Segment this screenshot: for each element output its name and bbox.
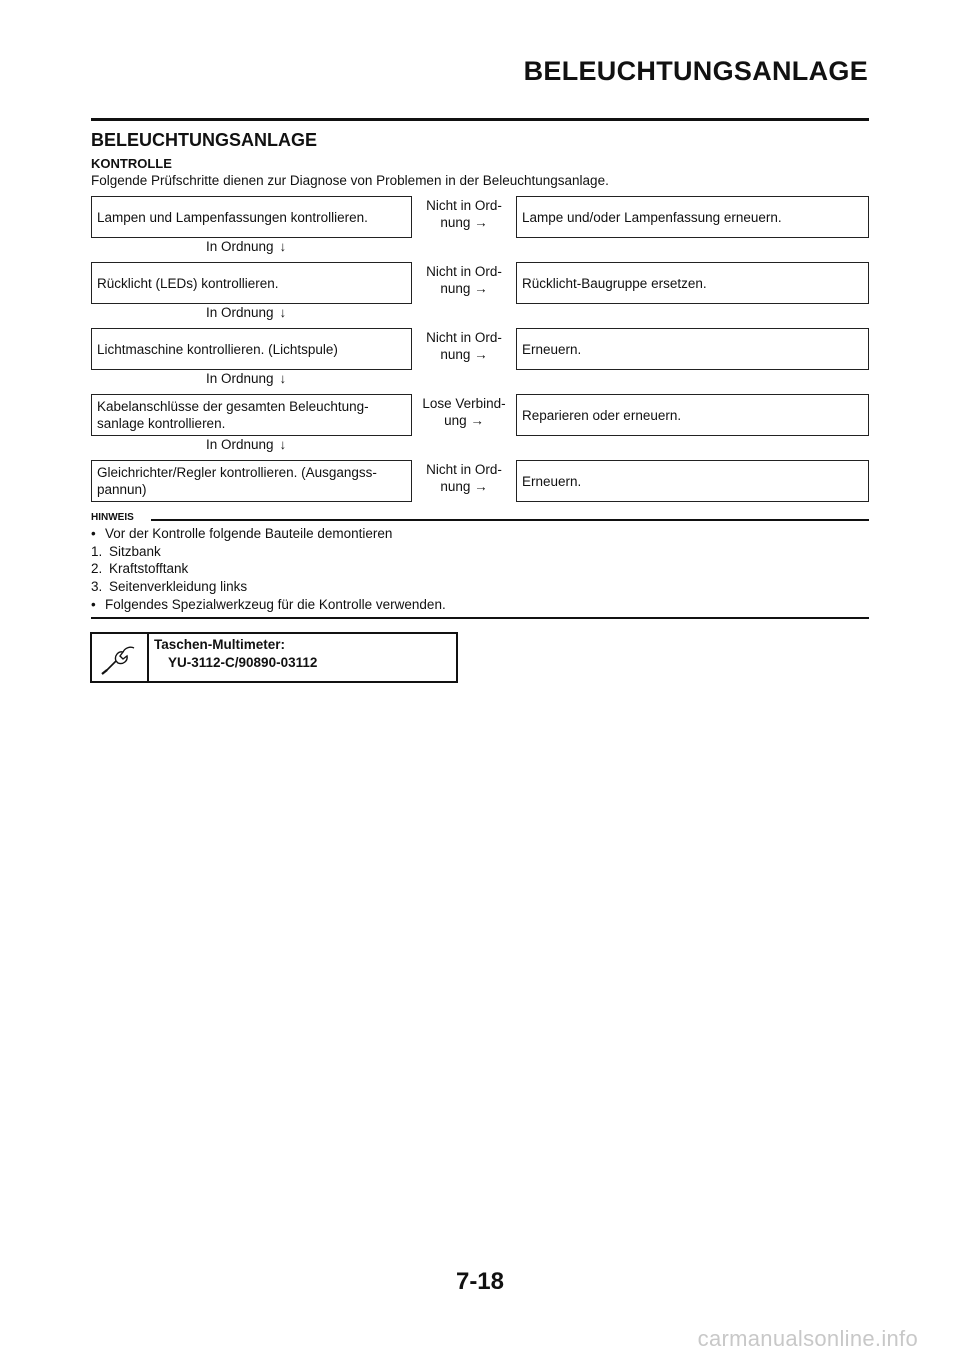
condition-line-1: Nicht in Ord- (426, 264, 502, 279)
ok-connector-3 (206, 371, 286, 386)
condition-line-1: Lose Verbind- (422, 396, 506, 411)
tool-icon-cell (92, 634, 149, 681)
check-box-4 (91, 394, 412, 436)
condition-line-2: nung (440, 347, 471, 362)
check-text-line-1: Gleichrichter/Regler kontrollieren. (Ausgangss- (97, 465, 377, 480)
list-item (91, 560, 446, 578)
list-item-text: Folgendes Spezialwerkzeug für die Kontrolle verwenden. (105, 596, 446, 612)
condition-line-2: nung (440, 215, 471, 230)
list-marker: 2. (91, 561, 103, 577)
action-text: Erneuern. (522, 341, 582, 357)
check-text: Lampen und Lampenfassungen kontrollieren. (97, 209, 368, 225)
condition-line-1: Nicht in Ord- (426, 330, 502, 345)
condition-3 (414, 329, 514, 363)
condition-line-1: Nicht in Ord- (426, 462, 502, 477)
header-title: BELEUCHTUNGSANLAGE (523, 56, 868, 86)
list-marker: 1. (91, 543, 103, 559)
action-box-5 (516, 460, 869, 502)
header-divider (91, 118, 869, 121)
special-tool-box (90, 632, 458, 683)
condition-line-2: nung (440, 479, 471, 494)
subsection-title: KONTROLLE (91, 156, 172, 171)
condition-line-2: nung (440, 281, 471, 296)
list-item-text: Sitzbank (109, 543, 161, 559)
action-text: Erneuern. (522, 473, 582, 489)
tool-title: Taschen-Multimeter: (154, 637, 286, 652)
right-arrow-icon: → (470, 413, 484, 428)
ok-connector-2 (206, 305, 286, 320)
check-text-line-2: sanlage kontrollieren. (97, 416, 226, 431)
note-end-divider (91, 617, 869, 619)
page-number: 7-18 (455, 1268, 505, 1295)
check-text: Lichtmaschine kontrollieren. (Lichtspule) (97, 341, 338, 357)
action-text: Reparieren oder erneuern. (522, 407, 682, 423)
list-item (91, 525, 446, 543)
check-text-line-2: pannun) (97, 482, 147, 497)
ok-label: In Ordnung (206, 371, 274, 386)
down-arrow-icon: ↓ (279, 239, 287, 254)
right-arrow-icon: → (474, 347, 488, 362)
condition-line-2: ung (444, 413, 467, 428)
check-text-line-1: Kabelanschlüsse der gesamten Beleuchtung- (97, 399, 369, 414)
watermark: carmanualsonline.info (697, 1326, 918, 1351)
ok-label: In Ordnung (206, 239, 274, 254)
list-item (91, 578, 446, 596)
list-item-text: Kraftstofftank (109, 561, 189, 577)
list-item (91, 596, 446, 614)
note-list (91, 525, 446, 614)
wrench-tool-icon (92, 634, 147, 681)
right-arrow-icon: → (474, 479, 488, 494)
right-arrow-icon: → (474, 215, 488, 230)
list-marker: • (91, 596, 96, 612)
check-box-3 (91, 328, 412, 370)
action-text: Rücklicht-Baugruppe ersetzen. (522, 275, 707, 291)
ok-connector-1 (206, 239, 286, 254)
right-arrow-icon: → (474, 281, 488, 296)
condition-2 (414, 263, 514, 297)
ok-label: In Ordnung (206, 305, 274, 320)
condition-line-1: Nicht in Ord- (426, 198, 502, 213)
action-box-2 (516, 262, 869, 304)
action-box-4 (516, 394, 869, 436)
ok-connector-4 (206, 437, 286, 452)
list-item (91, 543, 446, 561)
ok-label: In Ordnung (206, 437, 274, 452)
down-arrow-icon: ↓ (279, 437, 287, 452)
list-marker: • (91, 526, 96, 541)
note-label: HINWEIS (91, 512, 134, 523)
action-box-1 (516, 196, 869, 238)
check-box-5 (91, 460, 412, 502)
note-divider (151, 519, 869, 521)
condition-1 (414, 197, 514, 231)
list-marker: 3. (91, 579, 103, 595)
action-text: Lampe und/oder Lampenfassung erneuern. (522, 209, 782, 225)
intro-text: Folgende Prüfschritte dienen zur Diagnose von Problemen in der Beleuchtungsanlage. (91, 173, 609, 188)
list-item-text: Vor der Kontrolle folgende Bauteile demontieren (105, 526, 393, 541)
tool-part-number: YU-3112-C/90890-03112 (168, 655, 318, 670)
check-box-1 (91, 196, 412, 238)
list-item-text: Seitenverkleidung links (109, 579, 248, 595)
check-text: Rücklicht (LEDs) kontrollieren. (97, 275, 279, 291)
down-arrow-icon: ↓ (279, 305, 287, 320)
down-arrow-icon: ↓ (279, 371, 287, 386)
action-box-3 (516, 328, 869, 370)
condition-5 (414, 461, 514, 495)
check-box-2 (91, 262, 412, 304)
condition-4 (414, 395, 514, 429)
section-title: BELEUCHTUNGSANLAGE (91, 130, 318, 150)
